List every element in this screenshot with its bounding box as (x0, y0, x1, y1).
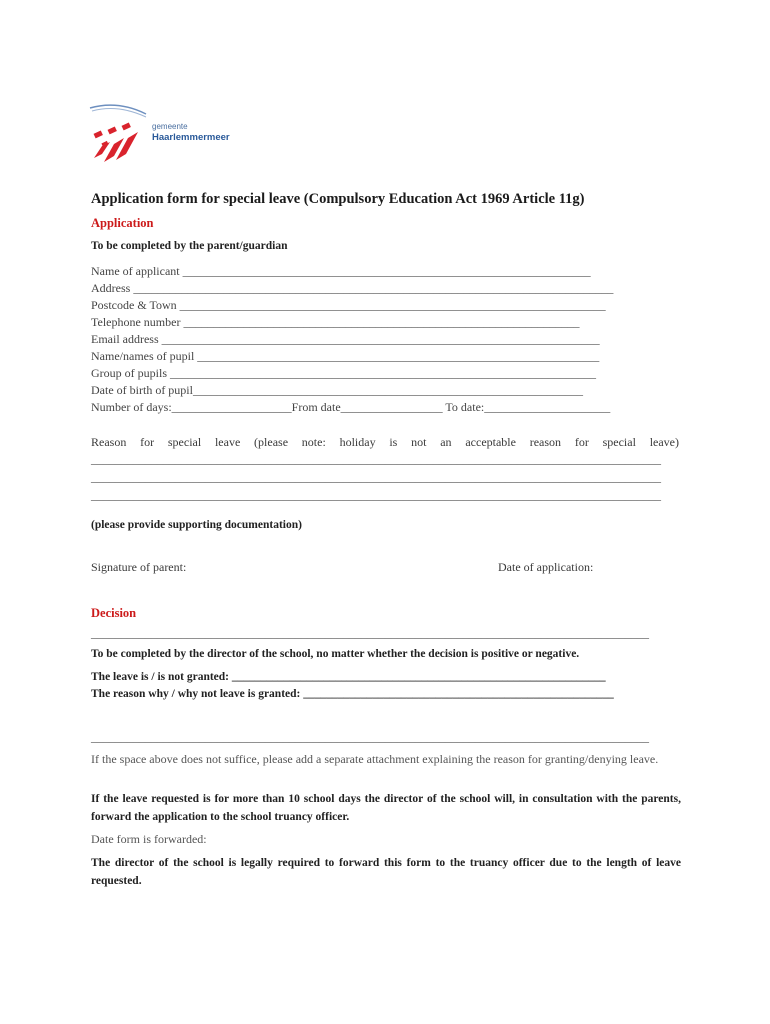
reason-line-1[interactable]: _______________________________________________________________________________________________ (91, 452, 661, 466)
granted-line[interactable]: The leave is / is not granted: _________________________________________________________________ (91, 671, 606, 683)
reason-why-line[interactable]: The reason why / why not leave is granted: ______________________________________________________ (91, 688, 614, 700)
municipality-logo-icon (88, 102, 148, 168)
attachment-note: If the space above does not suffice, please add a separate attachment explaining the reason for granting/denying leave. (91, 752, 659, 766)
logo-subtitle: gemeente (152, 122, 188, 131)
reason-label: Reason for special leave (please note: holiday is not an acceptable reason for special leave) (91, 435, 679, 449)
legal-note: The director of the school is legally required to forward this form to the truancy officer due to the length of leave requested. (91, 857, 681, 887)
forward-note: If the leave requested is for more than 10 school days the director of the school will, in consultation with the parents, forward the application to the school truancy officer. (91, 793, 681, 823)
logo-name: Haarlemmermeer (152, 132, 230, 143)
decision-blank-line[interactable]: _____________________________________________________________________________________________ (91, 730, 649, 744)
field-name-of-applicant[interactable]: Name of applicant ____________________________________________________________________ (91, 264, 591, 278)
field-group-of-pupils[interactable]: Group of pupils _______________________________________________________________________ (91, 366, 596, 380)
decision-top-line[interactable]: _____________________________________________________________________________________________ (91, 626, 649, 640)
signature-label: Signature of parent: (91, 560, 187, 574)
field-address[interactable]: Address ________________________________________________________________________________ (91, 281, 614, 295)
date-of-application-label: Date of application: (498, 560, 594, 574)
field-pupil-names[interactable]: Name/names of pupil ___________________________________________________________________ (91, 349, 600, 363)
reason-line-3[interactable]: _______________________________________________________________________________________________ (91, 488, 661, 502)
form-title: Application form for special leave (Compulsory Education Act 1969 Article 11g) (91, 191, 585, 207)
municipality-logo (88, 102, 233, 168)
reason-line-2[interactable]: _______________________________________________________________________________________________ (91, 470, 661, 484)
director-note: To be completed by the director of the school, no matter whether the decision is positive or negative. (91, 648, 580, 660)
field-days-and-dates[interactable]: Number of days:____________________From date_________________ To date:_____________________ (91, 400, 611, 414)
decision-heading: Decision (91, 606, 137, 620)
field-postcode-town[interactable]: Postcode & Town _______________________________________________________________________ (91, 298, 606, 312)
field-email[interactable]: Email address _________________________________________________________________________ (91, 332, 600, 346)
documentation-note: (please provide supporting documentation) (91, 519, 302, 531)
field-telephone[interactable]: Telephone number __________________________________________________________________ (91, 315, 580, 329)
field-date-of-birth[interactable]: Date of birth of pupil_________________________________________________________________ (91, 383, 583, 397)
application-heading: Application (91, 216, 154, 230)
date-forwarded-label: Date form is forwarded: (91, 832, 207, 846)
application-subheading: To be completed by the parent/guardian (91, 240, 288, 252)
